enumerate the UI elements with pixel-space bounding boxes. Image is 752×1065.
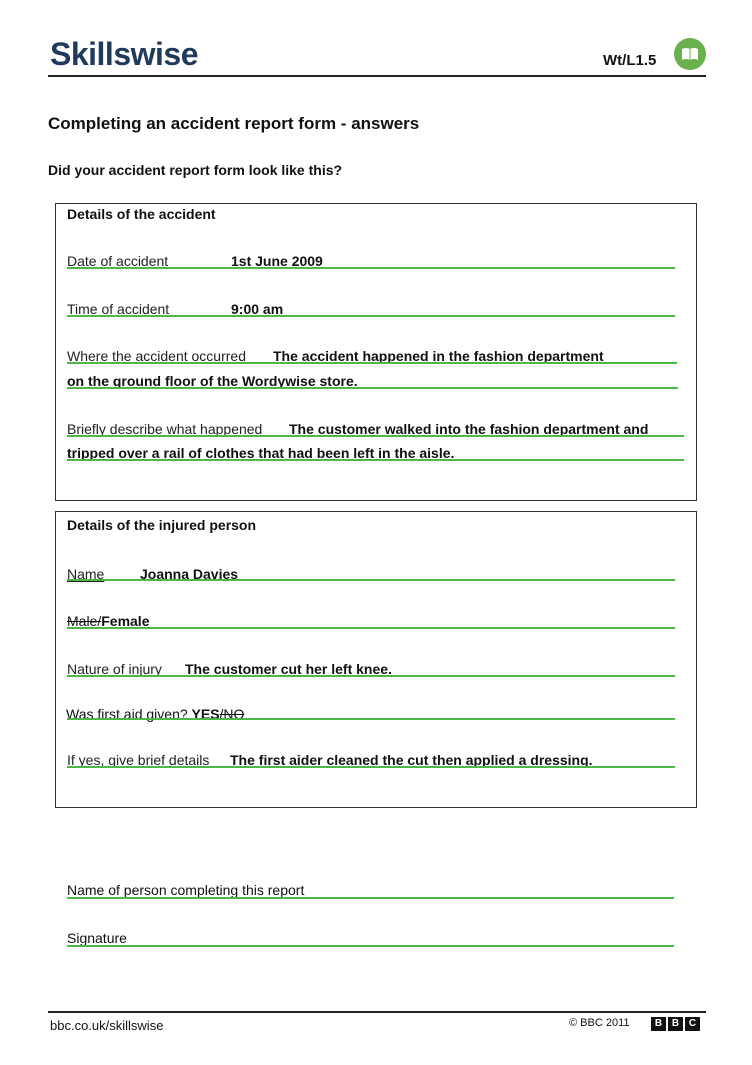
skillswise-logo: Skillswise (50, 36, 198, 72)
bbc-logo (651, 1017, 700, 1031)
where-label: Where the accident occurred (67, 348, 246, 364)
time-value: 9:00 am (231, 301, 284, 317)
signature-label: Signature (67, 930, 127, 946)
describe-answer-line-2 (67, 459, 684, 461)
page-subtitle: Did your accident report form look like this? (48, 162, 343, 178)
book-icon (674, 38, 706, 70)
footer-url[interactable]: bbc.co.uk/skillswise (50, 1018, 164, 1033)
injury-label: Nature of injury (67, 661, 162, 677)
first-aid-yes: YES (191, 706, 220, 722)
accident-details-heading: Details of the accident (67, 206, 216, 222)
header-divider (48, 75, 706, 77)
where-answer-line-1 (67, 362, 677, 364)
first-aid-answer-line (67, 718, 675, 720)
details-label: If yes, give brief details (67, 752, 210, 768)
time-label: Time of accident (67, 301, 170, 317)
copyright-text: © BBC 2011 (569, 1017, 630, 1029)
bbc-letter: C (685, 1017, 700, 1031)
gender-value: Female (101, 613, 150, 629)
first-aid-label: Was first aid given? (66, 706, 188, 722)
describe-value-line2: tripped over a rail of clothes that had been left in the aisle. (67, 445, 455, 461)
gender-answer-line (67, 627, 675, 629)
date-value: 1st June 2009 (231, 253, 323, 269)
injury-value: The customer cut her left knee. (185, 661, 392, 677)
first-aid-no-struck: /NO (219, 706, 245, 722)
where-value-line1: The accident happened in the fashion department (273, 348, 604, 364)
name-value: Joanna Davies (140, 566, 239, 582)
injured-person-box (55, 511, 697, 808)
gender-struck: Male/ (67, 613, 102, 629)
bbc-letter: B (668, 1017, 683, 1031)
injured-person-heading: Details of the injured person (67, 517, 257, 533)
accident-details-box (55, 203, 697, 501)
describe-answer-line-1 (67, 435, 684, 437)
time-answer-line (67, 315, 675, 317)
footer-divider (48, 1011, 706, 1013)
signature-line (67, 945, 674, 947)
person-completing-line (67, 897, 674, 899)
where-answer-line-2 (67, 387, 678, 389)
describe-label: Briefly describe what happened (67, 421, 263, 437)
name-answer-line (67, 579, 675, 581)
book-icon-glyph (681, 47, 699, 61)
date-label: Date of accident (67, 253, 169, 269)
injury-answer-line (67, 675, 675, 677)
name-label: Name (67, 566, 105, 582)
date-answer-line (67, 267, 675, 269)
bbc-letter: B (651, 1017, 666, 1031)
where-value-line2: on the ground floor of the Wordywise store. (67, 373, 358, 389)
details-answer-line (67, 766, 675, 768)
describe-value-line1: The customer walked into the fashion department and (289, 421, 649, 437)
details-value: The first aider cleaned the cut then applied a dressing. (230, 752, 593, 768)
level-code: Wt/L1.5 (603, 52, 657, 69)
page-title: Completing an accident report form - answers (48, 114, 420, 133)
person-completing-label: Name of person completing this report (67, 882, 305, 898)
